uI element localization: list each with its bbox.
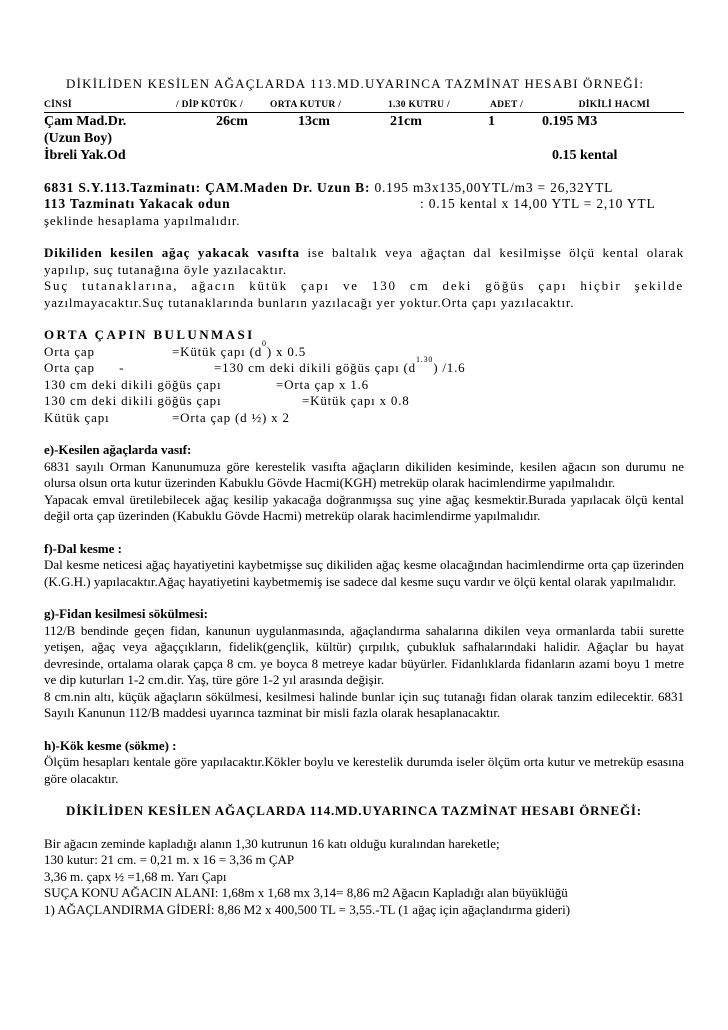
final-line-4: SUÇA KONU AĞACIN ALANI: 1,68m x 1,68 mx 3,14= 8,86 m2 Ağacın Kapladığı alan büyüklüğü xyxy=(44,885,568,900)
section-e-p1: 6831 sayılı Orman Kanunumuza göre kerestelik vasıfta ağaçların dikiliden kesiminde, kesilen ağacın son durumu ne olursa olsun orta kutur üzerinden Kabuklu Gövde Hacmi(KGH) metreküp olarak hacimlendirme yapılmalıdır. xyxy=(44,458,684,490)
orta-line-3: 130 cm deki dikili göğüs çapı =Orta çap x 1.6 xyxy=(44,376,369,392)
calc-line-1: 6831 S.Y.113.Tazminatı: ÇAM.Maden Dr. Uzun B: 0.195 m3x135,00YTL/m3 = 26,32YTL xyxy=(44,179,614,195)
table-row-cont xyxy=(44,130,684,147)
vasif-line-3: yazılmayacaktır.Suç tutanaklarında bunların yazılacağı yer yoktur.Orta çapı yazılacaktır. xyxy=(44,294,575,310)
cell-130: 21cm xyxy=(390,113,422,129)
vasif-paragraph: Dikiliden kesilen ağaç yakacak vasıfta ise baltalık veya ağaçtan dal kesilmişse ölçü kental olarak yapılıp, suç tutanağına öyle yazılacaktır. xyxy=(44,245,684,277)
section-g-heading: g)-Fidan kesilmesi sökülmesi: xyxy=(44,606,208,621)
orta-line-1: Orta çap =Kütük çapı (d 0 ) x 0.5 xyxy=(44,338,307,359)
section-e-p2: Yapacak emval üretilebilecek ağaç kesilip yakacağa doğranmışsa suç yine ağaç kesmektir.Burada yapılacak ölçü kental değil orta çap üzerinden (Kabuklu Gövde Hacmi) metreküp olarak hacimlendirme yapılmalıdır. xyxy=(44,491,684,523)
table-header xyxy=(44,98,684,113)
col-cinsi: CİNSİ xyxy=(44,99,72,110)
cell-hacim: 0.195 M3 xyxy=(542,113,598,129)
title-114: DİKİLİDEN KESİLEN AĞAÇLARDA 114.MD.UYARINCA TAZMİNAT HESABI ÖRNEĞİ: xyxy=(66,803,642,818)
orta-line-2: Orta çap - =130 cm deki dikili göğüs çapı (d 1.30 ) /1.6 xyxy=(44,355,466,375)
section-g-p2: 8 cm.nin altı, küçük ağaçların sökülmesi, kesilmesi halinde bunlar için suç tutanağı fidan olarak tanzim edilecektir. 6831 Sayılı Kanunun 112/B maddesi uyarınca tazminat bir misli fazla olarak hesaplanacaktır. xyxy=(44,688,684,720)
col-130-kutru: 1.30 KUTRU / xyxy=(388,99,450,110)
cell-adet: 1 xyxy=(488,113,495,129)
section-f-p1: Dal kesme neticesi ağaç hayatiyetini kaybetmişse suç dikiliden ağaç kesme olacağından hacimlendirme orta çap üzerinden (K.G.H.) yapılacaktır.Ağaç hayatiyetini kaybetmemiş ise sadece dal kesme suçu vardır ve ölçü kental olarak yapılmalıdır. xyxy=(44,557,684,589)
cell-dip: 26cm xyxy=(216,113,248,129)
cell-orta: 13cm xyxy=(298,113,330,129)
section-e-heading: e)-Kesilen ağaçlarda vasıf: xyxy=(44,442,192,457)
title-113: DİKİLİDEN KESİLEN AĞAÇLARDA 113.MD.UYARINCA TAZMİNAT HESABI ÖRNEĞİ: xyxy=(66,76,645,91)
cell-uzun-boy: (Uzun Boy) xyxy=(44,130,113,146)
cell-kental: 0.15 kental xyxy=(552,147,618,163)
vasif-line-2: Suç tutanaklarına, ağacın kütük çapı ve 130 cm deki göğüs çapı hiçbir şekilde xyxy=(44,278,684,293)
final-line-5: 1) AĞAÇLANDIRMA GİDERİ: 8,86 M2 x 400,500 TL = 3,55.-TL (1 ağaç için ağaçlandırma gideri) xyxy=(44,901,571,917)
calc-line-3: şeklinde hesaplama yapılmalıdır. xyxy=(44,212,241,228)
section-g-p1: 112/B bendinde geçen fidan, kanunun uygulanmasında, ağaçlandırma sahalarına dikilen veya ormanlarda tabii surette yetişen, ağaç veya ağaççıkların, fidelik(gençlik, kültür) çırpılık, çubukluk safhalarındaki halidir. Ağaçlar bu hayat devresinde, ortalama olarak çapça 8 cm. ye boyca 8 metreye kadar büyürler. Fidanlıklarda fidanların azami boyu 1 metre ve dip kuturları 1-2 cm.dir. Yaş, türe göre 1-2 yıl arasında değişir. xyxy=(44,622,684,687)
final-line-2: 130 kutur: 21 cm. = 0,21 m. x 16 = 3,36 m ÇAP xyxy=(44,852,295,867)
cell-cinsi: Çam Mad.Dr. xyxy=(44,113,127,129)
section-f-heading: f)-Dal kesme : xyxy=(44,540,122,556)
cell-ibreli: İbreli Yak.Od xyxy=(44,147,126,163)
orta-line-5: Kütük çapı =Orta çap (d ½) x 2 xyxy=(44,409,290,425)
section-h-p1: Ölçüm hesapları kentale göre yapılacaktır.Kökler boylu ve kerestelik durumda iseler ölçüm orta kutur ve metreküp esasına göre olacaktır. xyxy=(44,754,684,786)
calc-line-2: 113 Tazminatı Yakacak odun : 0.15 kental x 14,00 YTL = 2,10 YTL xyxy=(44,196,656,211)
orta-line-4: 130 cm deki dikili göğüs çapı =Kütük çapı x 0.8 xyxy=(44,393,410,408)
col-dikili-hacmi: DİKİLİ HACMİ xyxy=(578,99,650,110)
col-dip-kutuk: / DİP KÜTÜK / xyxy=(176,99,243,110)
orta-heading: ORTA ÇAPIN BULUNMASI xyxy=(44,327,255,342)
final-line-3: 3,36 m. çapx ½ =1,68 m. Yarı Çapı xyxy=(44,868,227,884)
col-adet: ADET / xyxy=(490,99,524,110)
col-orta-kutur: ORTA KUTUR / xyxy=(270,99,342,110)
section-h-heading: h)-Kök kesme (sökme) : xyxy=(44,737,177,753)
final-line-1: Bir ağacın zeminde kapladığı alanın 1,30 kutrunun 16 katı olduğu kuralından hareketle; xyxy=(44,835,500,851)
table-row xyxy=(44,147,684,164)
table-row xyxy=(44,113,684,130)
